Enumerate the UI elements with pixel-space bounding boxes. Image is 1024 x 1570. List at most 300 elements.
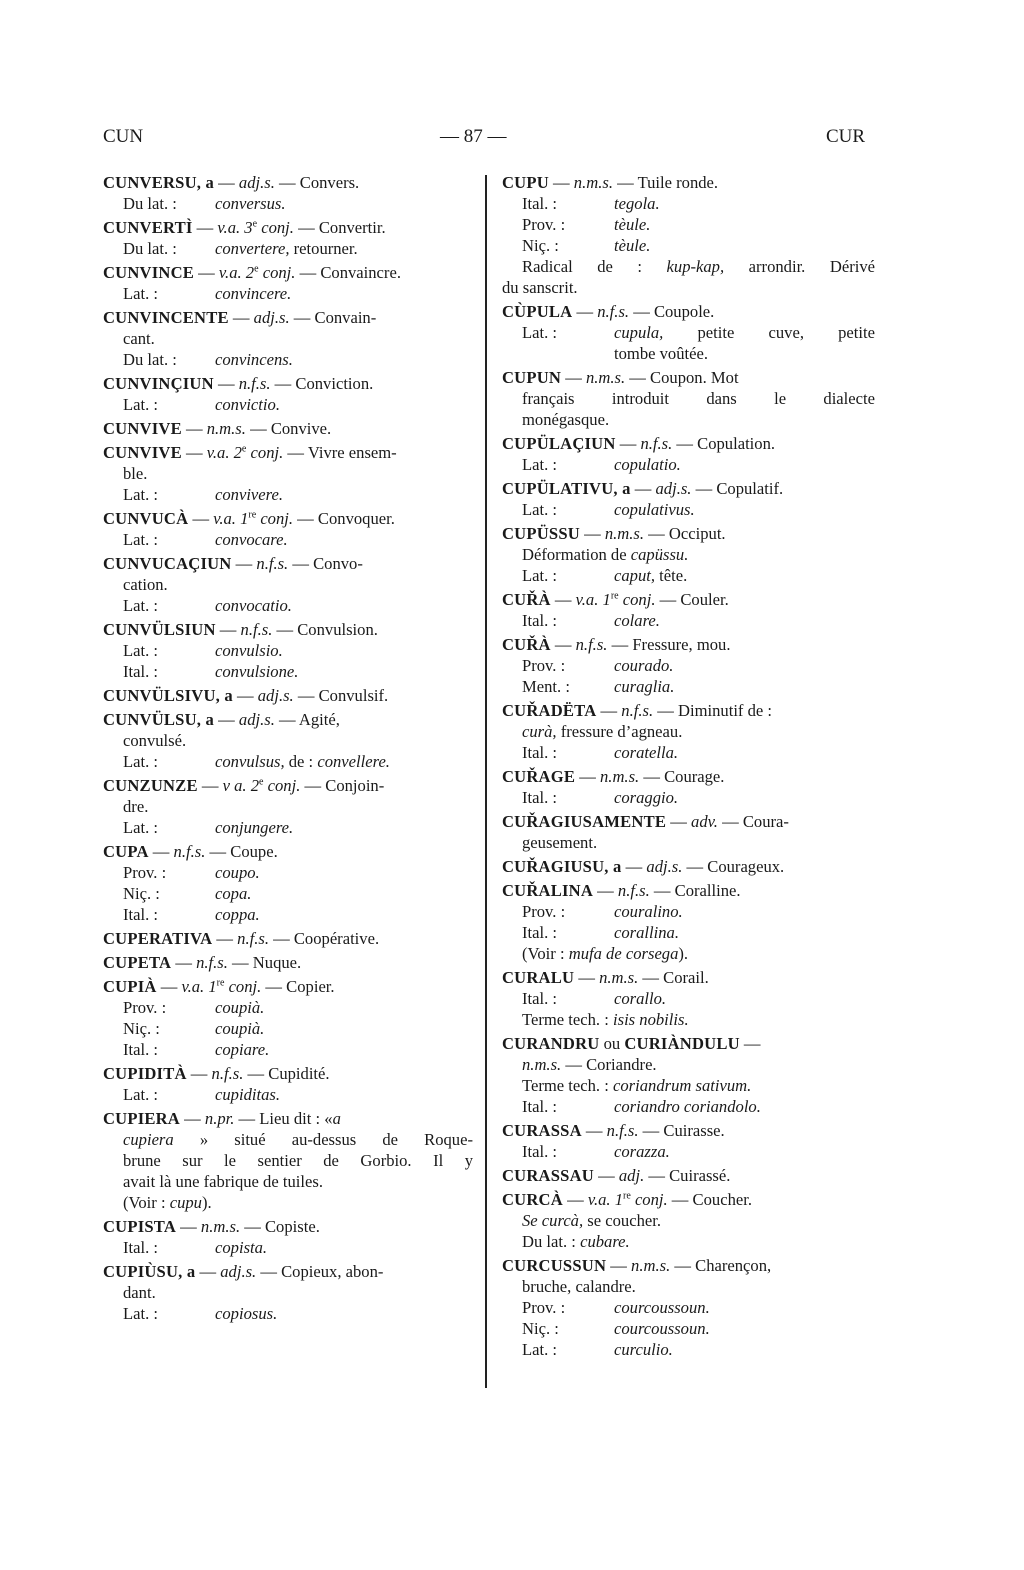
etymon: colare. (614, 611, 660, 630)
headword: CUŘAGE (502, 767, 576, 786)
entry-body-line (103, 1150, 473, 1171)
etymon: coupo. (215, 863, 260, 882)
dictionary-entry (103, 508, 473, 550)
dictionary-entry (103, 709, 473, 772)
definition: Nuque. (252, 953, 302, 972)
part-of-speech: n.f.s. (238, 374, 271, 393)
etymology-line (103, 1018, 473, 1039)
dictionary-entry (103, 619, 473, 682)
part-of-speech: n.m.s. (585, 368, 626, 387)
headword: CUPIÀ (103, 977, 157, 996)
etymology-value (215, 349, 293, 370)
etymology-line (103, 394, 473, 415)
etymology-line (502, 1339, 875, 1360)
definition: Coralline. (674, 881, 741, 900)
headword: CUPIDITÀ (103, 1064, 187, 1083)
definition: Convive. (270, 419, 332, 438)
dictionary-entry (103, 841, 473, 925)
headword: CUŘAGIUSU, a (502, 857, 622, 876)
headword: CUNVERSU, a (103, 173, 214, 192)
headword: CURANDRU (502, 1034, 600, 1053)
etymology-line (502, 676, 875, 697)
headword: CUNVIVE (103, 443, 182, 462)
etymology-line (103, 862, 473, 883)
etymology-line (103, 349, 473, 370)
definition-continuation: ble. (123, 464, 148, 483)
language-label: Ital. : (522, 1142, 558, 1161)
dictionary-entry (103, 172, 473, 214)
etymology-line (502, 1318, 875, 1339)
language-label: Niç. : (522, 236, 559, 255)
entry-head-line: CUNZUNZE — v a. 2e conj. — Conjoin- (103, 776, 385, 795)
etymology-value (614, 235, 650, 256)
dictionary-entry (502, 1120, 875, 1162)
headword: CUŘÀ (502, 590, 551, 609)
part-of-speech: v.a. 2 (206, 443, 242, 462)
headword: CUPU (502, 173, 549, 192)
language-label: Lat. : (123, 530, 159, 549)
dictionary-entry (502, 766, 875, 808)
entry-head-line: CUŘAGE — n.m.s. — Courage. (502, 767, 725, 786)
part-of-speech: n.f.s. (196, 953, 228, 972)
language-label: Lat. : (522, 566, 558, 585)
etymology-note (502, 256, 875, 277)
etymology-value (215, 640, 283, 661)
part-of-speech: n.f.s. (575, 635, 608, 654)
headword: CUPA (103, 842, 149, 861)
etymon: convictio. (215, 395, 280, 414)
definition-continuation: dre. (123, 797, 149, 816)
entry-head-line: CUNVIVE — n.m.s. — Convive. (103, 419, 332, 438)
part-of-speech: n.f.s. (256, 554, 289, 573)
part-of-speech: adj.s. (238, 710, 275, 729)
entry-head-line: CUNVINCE — v.a. 2e conj. — Convaincre. (103, 263, 401, 282)
etymon: convertere, (215, 239, 290, 258)
dictionary-entry (502, 1189, 875, 1252)
etymon: convulsio. (215, 641, 283, 660)
italic-term: Se curcà, (522, 1211, 584, 1230)
etymology-line (502, 565, 875, 586)
entry-head-line: CUŘADËTA — n.f.s. — Diminutif de : (502, 701, 773, 720)
etymology-value (614, 676, 674, 697)
gloss: petite cuve, petite (697, 323, 875, 342)
part-of-speech: v.a. 1 (587, 1190, 623, 1209)
definition-continuation: cation. (123, 575, 168, 594)
etymology-value (215, 1039, 269, 1060)
definition: Coupon. Mot (650, 368, 739, 387)
dictionary-entry (502, 478, 875, 520)
dictionary-entry (502, 589, 875, 631)
headword: CUPUN (502, 368, 562, 387)
definition: Coucher. (692, 1190, 752, 1209)
dictionary-entry (502, 1033, 875, 1117)
superscript: re (248, 509, 257, 521)
part-of-speech: adj.s. (646, 857, 683, 876)
note-text: fressure d’agneau. (560, 722, 683, 741)
note-text: ). (678, 944, 689, 963)
entry-head-line: CUPERATIVA — n.f.s. — Coopérative. (103, 929, 380, 948)
etymology-value (614, 499, 695, 520)
entry-head-line: CUNVERSU, a — adj.s. — Convers. (103, 173, 360, 192)
etymology-line (103, 595, 473, 616)
definition: Coura- (742, 812, 789, 831)
tech-label: Terme tech. : (522, 1076, 609, 1095)
part-of-speech: adj.s. (238, 173, 275, 192)
etymology-line (502, 1297, 875, 1318)
conjugation: conj. (260, 509, 294, 528)
definition-italic: a (332, 1109, 341, 1128)
conjugation: conj. (622, 590, 656, 609)
definition: Convers. (299, 173, 360, 192)
note-text: se coucher. (587, 1211, 661, 1230)
dictionary-entry (103, 685, 473, 706)
headword: CUNVINCE (103, 263, 195, 282)
note-text: arrondir. Dérivé (748, 257, 875, 276)
entry-head-line: CUPA — n.f.s. — Coupe. (103, 842, 278, 861)
headword: CUPÜLATIVU, a (502, 479, 631, 498)
headword: CUPERATIVA (103, 929, 213, 948)
definition: Convaincre. (320, 263, 401, 282)
etymology-line (103, 640, 473, 661)
etymology-value (614, 1318, 710, 1339)
language-label: Lat. : (123, 641, 159, 660)
body-text: ). (201, 1193, 212, 1212)
gloss: de : (288, 752, 314, 771)
language-label: Lat. : (522, 455, 558, 474)
language-label: Prov. : (522, 215, 566, 234)
etymology-value (215, 1237, 267, 1258)
etymology-value (215, 283, 291, 304)
etymon: curaglia. (614, 677, 675, 696)
etymology-line (502, 922, 875, 943)
etymon: copa. (215, 884, 252, 903)
etymology-value (215, 529, 288, 550)
etymology-value (614, 193, 660, 214)
language-label: Lat. : (123, 1085, 159, 1104)
language-label: Du lat. : (123, 194, 177, 213)
dictionary-entry (103, 1063, 473, 1105)
definition: Cupidité. (268, 1064, 330, 1083)
superscript: e (252, 218, 258, 230)
entry-head-line: CURANDRU ou CURIÀNDULU — (502, 1034, 761, 1053)
part-of-speech: v.a. 1 (575, 590, 611, 609)
part-of-speech: n.f.s. (240, 620, 273, 639)
etymology-line (103, 283, 473, 304)
headword: CUNVÜLSIVU, a (103, 686, 233, 705)
language-label: Du lat. : (522, 1232, 576, 1251)
etymon: coupià. (215, 1019, 265, 1038)
dictionary-entry (502, 433, 875, 475)
definition: Coopérative. (293, 929, 380, 948)
etymology-line (502, 499, 875, 520)
language-label: Lat. : (123, 752, 159, 771)
definition: Copulatif. (716, 479, 784, 498)
etymology-value (215, 883, 251, 904)
definition-continuation: dant. (123, 1283, 156, 1302)
entry-body-line (103, 1171, 473, 1192)
entry-head-line: CURCUSSUN — n.m.s. — Charençon, (502, 1256, 772, 1275)
headword: CURIÀNDULU (624, 1034, 740, 1053)
etymology-note: du sanscrit. (502, 278, 578, 297)
language-label: Ital. : (522, 989, 558, 1008)
language-label: Lat. : (123, 485, 159, 504)
entry-head-line: CUPÜLATIVU, a — adj.s. — Copulatif. (502, 479, 784, 498)
entry-head-line: CUPIÀ — v.a. 1re conj. — Copier. (103, 977, 335, 996)
column-divider (485, 175, 487, 1388)
entry-head-line: CUPÜSSU — n.m.s. — Occiput. (502, 524, 726, 543)
part-of-speech: adv. (691, 812, 718, 831)
headword: CUPISTA (103, 1217, 177, 1236)
language-label: Ital. : (123, 662, 159, 681)
etymon: corallina. (614, 923, 679, 942)
definition: Convoquer. (317, 509, 395, 528)
part-of-speech: n.m.s. (631, 1256, 671, 1275)
etymology-line (103, 238, 473, 259)
definition: Convulsion. (297, 620, 378, 639)
language-label: Prov. : (123, 998, 167, 1017)
entry-head-line: CÙPULA — n.f.s. — Coupole. (502, 302, 715, 321)
language-label: Ital. : (123, 905, 159, 924)
entry-head-line: CURALU — n.m.s. — Corail. (502, 968, 709, 987)
definition: Courageux. (707, 857, 785, 876)
headword: CUNVUCAÇIUN (103, 554, 232, 573)
dictionary-entry (103, 418, 473, 439)
definition-continuation (502, 721, 875, 742)
definition-continuation: cant. (123, 329, 155, 348)
etymology-line (103, 193, 473, 214)
etymon: coratella. (614, 743, 679, 762)
definition: Copiste. (264, 1217, 320, 1236)
part-of-speech: n.f.s. (621, 701, 654, 720)
etymon: couralino. (614, 902, 683, 921)
etymology-value (614, 655, 673, 676)
etymon: convulsione. (215, 662, 299, 681)
entry-head-line: CUPUN — n.m.s. — Coupon. Mot (502, 368, 739, 387)
conjugation: conj. (261, 218, 294, 237)
etymon: copulativus. (614, 500, 695, 519)
entry-head-line: CUPIDITÀ — n.f.s. — Cupidité. (103, 1064, 330, 1083)
etymology-value (614, 922, 679, 943)
definition-continuation: geusement. (522, 833, 598, 852)
part-of-speech: n.f.s. (597, 302, 630, 321)
etymology-value (614, 322, 875, 343)
entry-head-line: CUŘÀ — v.a. 1re conj. — Couler. (502, 590, 729, 609)
etymon: copiosus. (215, 1304, 278, 1323)
definition: Fressure, mou. (632, 635, 731, 654)
entry-body-line (103, 1129, 473, 1150)
headword: CUNZUNZE (103, 776, 198, 795)
etymon: convocare. (215, 530, 288, 549)
dictionary-entry (103, 307, 473, 370)
etymon: conjungere. (215, 818, 294, 837)
technical-term (502, 1009, 875, 1030)
language-label: Ital. : (522, 743, 558, 762)
etymology-line (502, 454, 875, 475)
definition: Corail. (663, 968, 709, 987)
headword: CUŘADËTA (502, 701, 597, 720)
entry-head-line: CUŘAGIUSAMENTE — adv. — Coura- (502, 812, 789, 831)
etymon: coraggio. (614, 788, 679, 807)
part-of-speech: adj.s. (220, 1262, 257, 1281)
superscript: re (216, 977, 225, 989)
etymology-value (215, 817, 293, 838)
superscript: e (259, 776, 264, 788)
etymon: copista. (215, 1238, 268, 1257)
etymology-line (103, 817, 473, 838)
etymon: curculio. (614, 1340, 673, 1359)
definition: Coriandre. (586, 1055, 657, 1074)
definition-continuation (502, 1210, 875, 1231)
entry-head-line: CUNVINÇIUN — n.f.s. — Conviction. (103, 374, 374, 393)
note-text: Radical de : (522, 257, 642, 276)
etymology-line (103, 904, 473, 925)
definition: Copulation. (697, 434, 776, 453)
part-of-speech: n.f.s. (617, 881, 650, 900)
definition: Convo- (313, 554, 363, 573)
dictionary-entry (502, 634, 875, 697)
definition: Conviction. (295, 374, 374, 393)
part-of-speech: v.a. 2 (218, 263, 255, 282)
dictionary-entry (502, 856, 875, 877)
etymology-value (215, 661, 298, 682)
part-of-speech: n.pr. (204, 1109, 235, 1128)
dictionary-entry (103, 1261, 473, 1324)
definition: Copier. (286, 977, 335, 996)
etymon: tegola. (614, 194, 660, 213)
part-of-speech: adj.s. (253, 308, 290, 327)
etymology-value (215, 997, 264, 1018)
etymology-line (502, 1096, 875, 1117)
entry-head-line: CUŘÀ — n.f.s. — Fressure, mou. (502, 635, 731, 654)
entry-head-line: CUPÜLAÇIUN — n.f.s. — Copulation. (502, 434, 776, 453)
language-label: Ital. : (522, 788, 558, 807)
entry-continuation: n.m.s. — Coriandre. (522, 1055, 657, 1074)
definition: Agité, (298, 710, 340, 729)
part-of-speech: n.m.s. (573, 173, 613, 192)
etymology-line (103, 661, 473, 682)
dictionary-entry (502, 367, 875, 430)
etymology-value (614, 1096, 761, 1117)
dictionary-entry (103, 775, 473, 838)
conjugation: conj. (250, 443, 284, 462)
part-of-speech: v.a. 3 (217, 218, 253, 237)
language-label: Prov. : (522, 1298, 566, 1317)
running-head-right: CUR (826, 126, 866, 147)
dictionary-entry (103, 1216, 473, 1258)
headword: CUNVÜLSIUN (103, 620, 216, 639)
entry-head-line: CUNVÜLSIUN — n.f.s. — Convulsion. (103, 620, 378, 639)
dictionary-entry (103, 373, 473, 415)
headword: CURCÀ (502, 1190, 563, 1209)
etymon: convivere. (215, 485, 284, 504)
etymon: corazza. (614, 1142, 670, 1161)
language-label: Lat. : (123, 395, 159, 414)
headword: CÙPULA (502, 302, 573, 321)
etymology-value (215, 1018, 264, 1039)
etymology-value (215, 238, 358, 259)
etymology-value (614, 565, 687, 586)
definition: Tuile ronde. (637, 173, 719, 192)
entry-head-line: CUPETA — n.f.s. — Nuque. (103, 953, 302, 972)
dictionary-entry (502, 1165, 875, 1186)
language-label: Ital. : (522, 611, 558, 630)
part-of-speech: v a. 2 (222, 776, 260, 795)
body-text: avait là une fabrique de tuiles. (123, 1172, 323, 1191)
definition-continuation: convulsé. (123, 731, 187, 750)
entry-head-line: CUNVÜLSIVU, a — adj.s. — Convulsif. (103, 686, 389, 705)
dictionary-entry (103, 928, 473, 949)
etymology-value (215, 1303, 277, 1324)
part-of-speech: n.m.s. (600, 767, 640, 786)
headword: CUPÜLAÇIUN (502, 434, 616, 453)
language-label: Lat. : (123, 1304, 159, 1323)
etymology-value (215, 193, 286, 214)
definition-continuation: bruche, calandre. (522, 1277, 636, 1296)
language-label: Lat. : (522, 323, 558, 342)
definition: Occiput. (668, 524, 726, 543)
etymology-line (502, 322, 875, 343)
conjugation: conj. (634, 1190, 668, 1209)
gloss: retourner. (293, 239, 358, 258)
etymology-value (614, 787, 678, 808)
language-label: Du lat. : (123, 239, 177, 258)
superscript: re (610, 590, 619, 602)
language-label: Ital. : (123, 1040, 159, 1059)
etymology-value (614, 214, 650, 235)
language-label: Prov. : (123, 863, 167, 882)
part-of-speech: v.a. 1 (181, 977, 217, 996)
etymology-line (502, 235, 875, 256)
definition: Cuirassé. (669, 1166, 731, 1185)
entry-head-line: CUNVÜLSU, a — adj.s. — Agité, (103, 710, 340, 729)
definition: Conjoin- (325, 776, 385, 795)
conjugation: conj. (262, 263, 296, 282)
etymon: convulsus, (215, 752, 285, 771)
entry-head-line: CUPIERA — n.pr. — Lieu dit : «a (103, 1109, 341, 1128)
etymon: tèule. (614, 215, 651, 234)
etymon: courado. (614, 656, 674, 675)
dictionary-entry (502, 811, 875, 853)
etymon: convocatio. (215, 596, 292, 615)
etymology-value (614, 988, 666, 1009)
body-text: » situé au-dessus de Roque- (199, 1130, 473, 1149)
headword: CUNVINÇIUN (103, 374, 214, 393)
etymology-value (215, 595, 292, 616)
language-label: Prov. : (522, 656, 566, 675)
etymology-value (215, 751, 390, 772)
dictionary-entry (502, 967, 875, 1030)
language-label: Lat. : (123, 596, 159, 615)
headword: CUNVUCÀ (103, 509, 189, 528)
definition: Diminutif de : (678, 701, 773, 720)
definition-continuation: français introduit dans le dialecte (522, 389, 875, 408)
etymology-value (215, 394, 280, 415)
etymology-line (103, 529, 473, 550)
part-of-speech: adj. (618, 1166, 645, 1185)
headword: CUPÜSSU (502, 524, 580, 543)
italic-term: cupu (169, 1193, 202, 1212)
part-of-speech: adj.s. (257, 686, 294, 705)
etymology-line (502, 901, 875, 922)
etymon: cupiditas. (215, 1085, 280, 1104)
etymology-value (614, 742, 678, 763)
etymology-line (502, 787, 875, 808)
language-label: Niç. : (123, 884, 160, 903)
etymology-value (215, 904, 260, 925)
italic-term: isis nobilis. (613, 1010, 689, 1029)
entry-head-line: CUNVINCENTE — adj.s. — Convain- (103, 308, 377, 327)
etymology-line (103, 883, 473, 904)
